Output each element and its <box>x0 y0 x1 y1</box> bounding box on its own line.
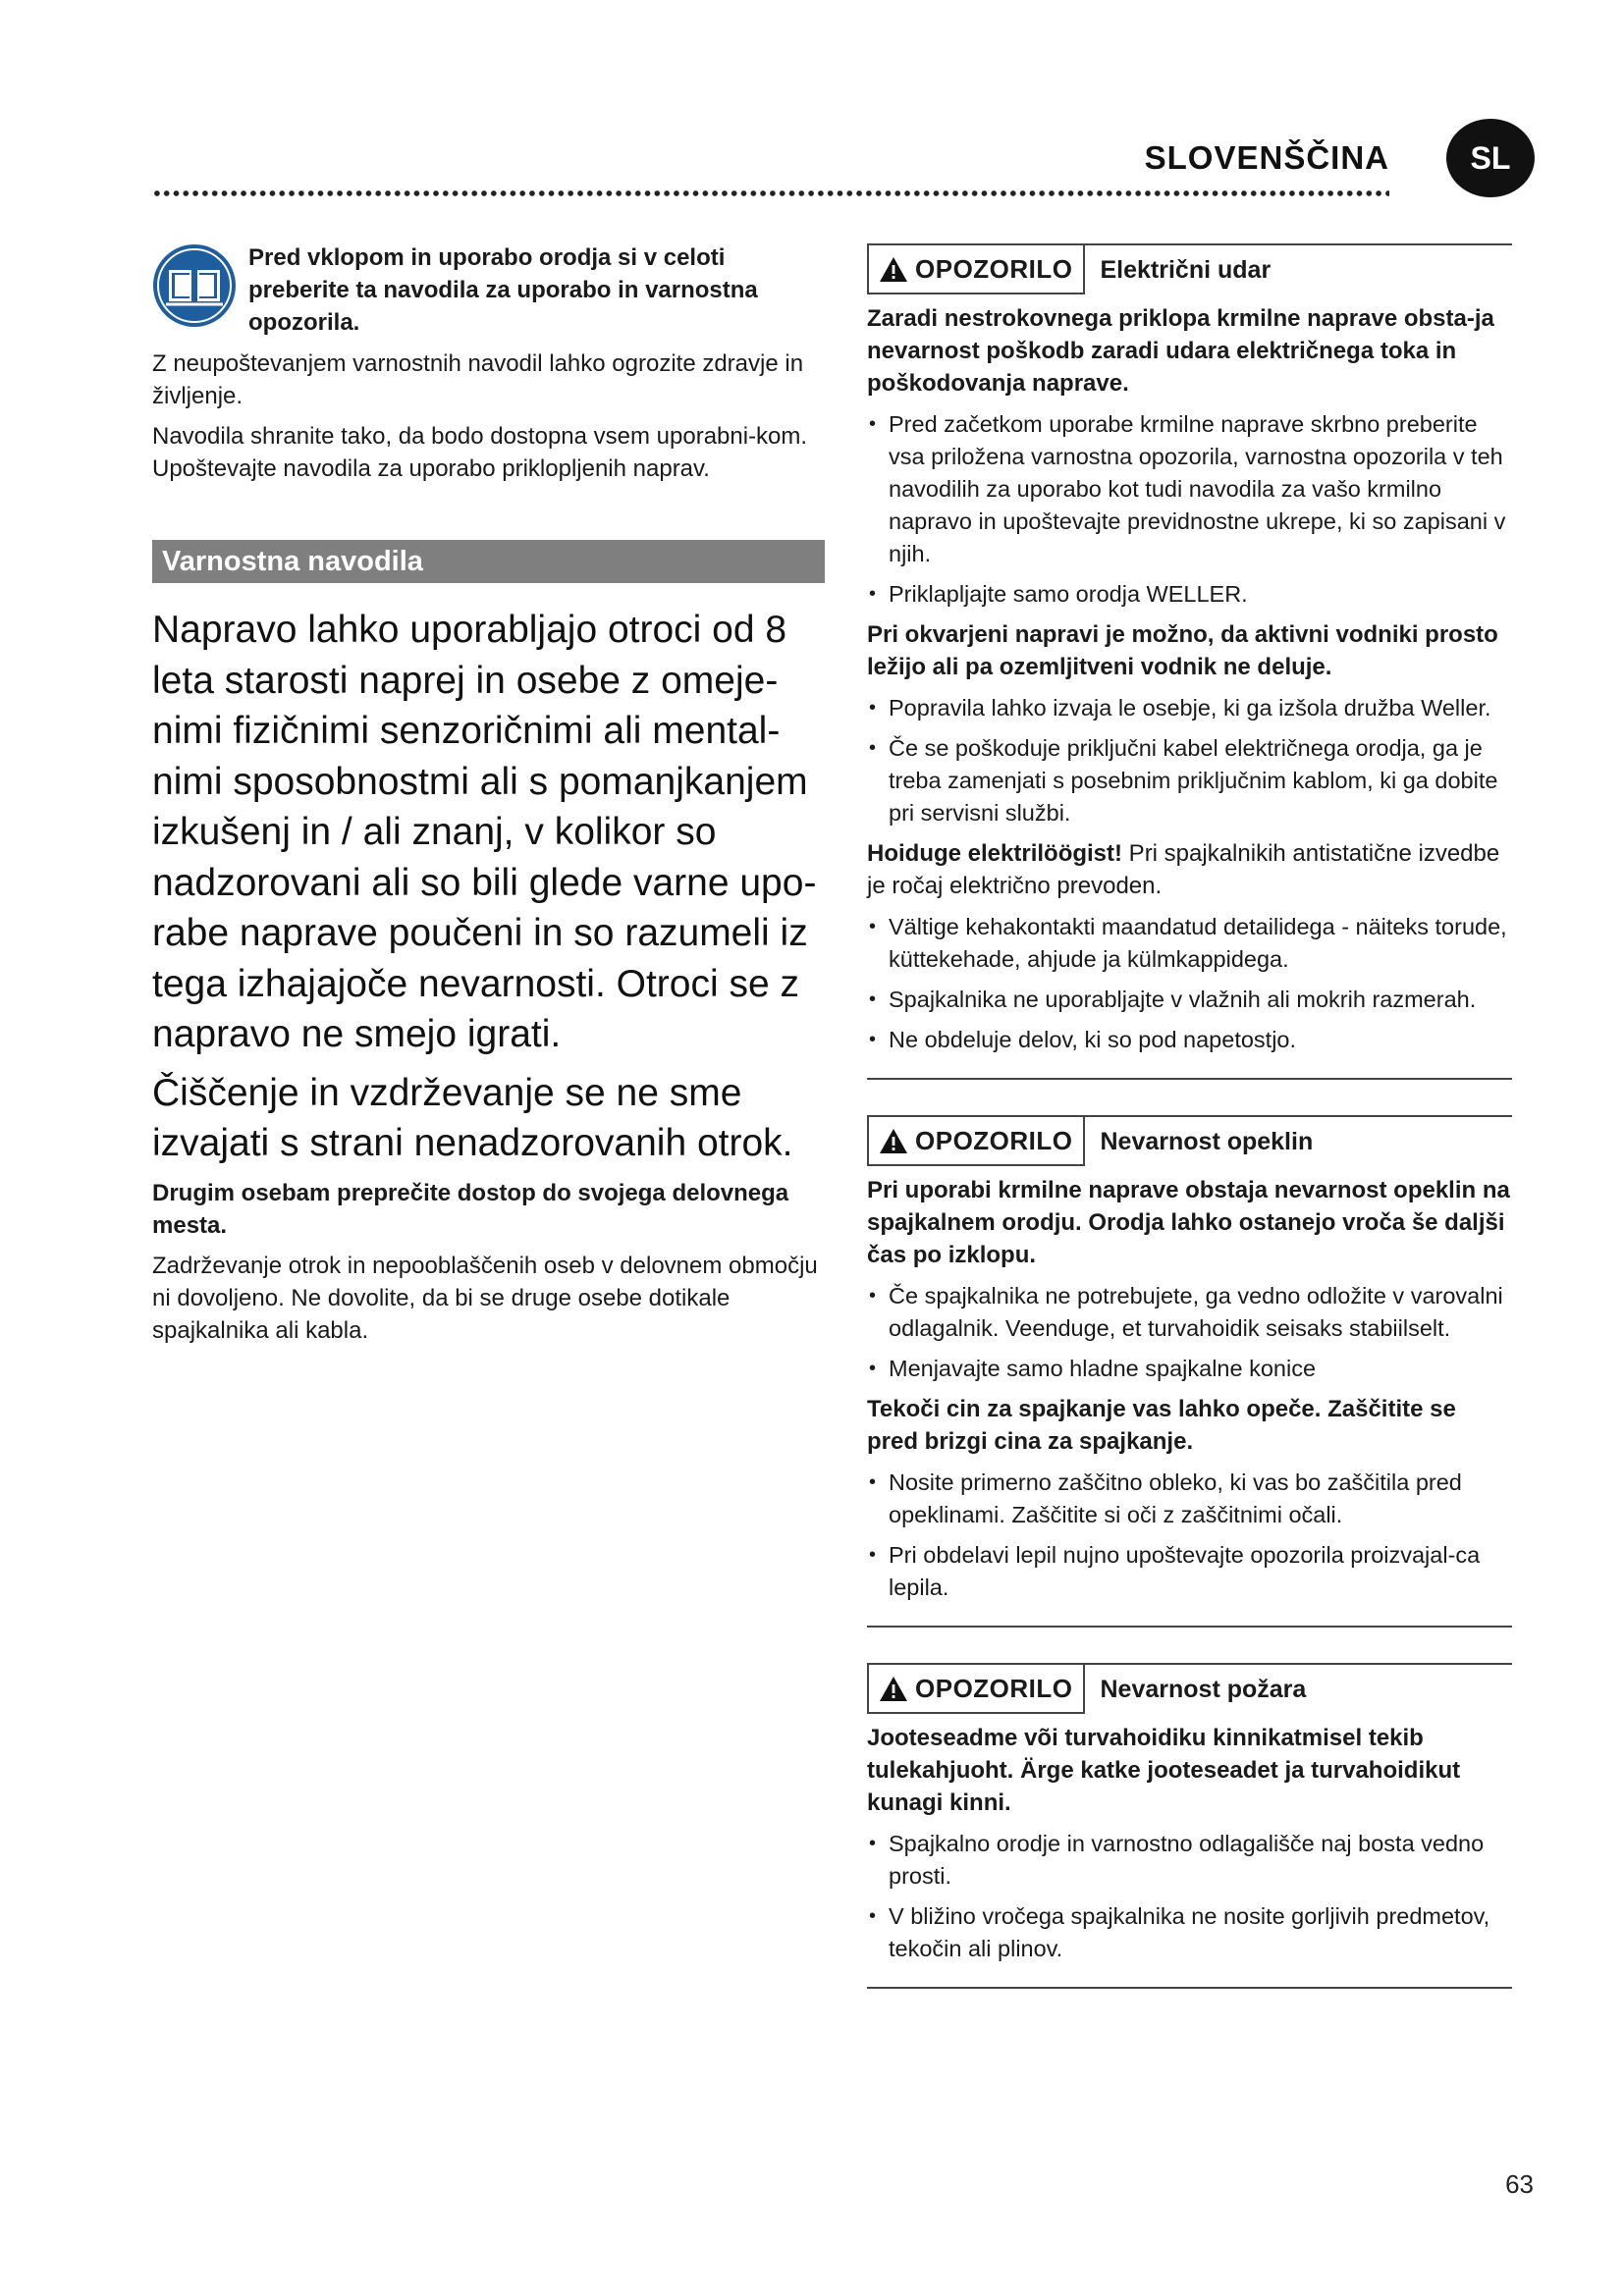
warning-title: Električni udar <box>1100 255 1272 284</box>
list-item: • Pri obdelavi lepil nujno upoštevajte opozorila proizvajal-ca lepila. <box>867 1539 1512 1604</box>
warning-electric-shock <box>867 243 1512 1080</box>
dotted-divider <box>152 189 1389 197</box>
intro-block <box>152 241 825 342</box>
intro-paragraph-2: Navodila shranite tako, da bodo dostopna vsem uporabni-kom. Upoštevajte navodila za uporabo priklopljenih naprav. <box>152 423 808 482</box>
warning-list <box>867 911 1512 1056</box>
warning-burns <box>867 1115 1512 1628</box>
warning-tag-label: OPOZORILO <box>915 253 1073 284</box>
warning-tag-label: OPOZORILO <box>915 1673 1073 1703</box>
list-item: • Če spajkalnika ne potrebujete, ga vedno odložite v varovalni odlagalnik. Veenduge, et turvahoidik seisaks stabiilselt. <box>867 1280 1512 1345</box>
list-item: • Pred začetkom uporabe krmilne naprave skrbno preberite vsa priložena varnostna opozorila, varnostna opozorila v teh navodilih za uporabo kot tudi navodila za vašo krmilno napravo in upoštevajte previdnostne ukrepe, ki so zapisani v njih. <box>867 408 1512 570</box>
right-column <box>867 243 1512 2024</box>
list-item: • Popravila lahko izvaja le osebje, ki ga izšola družba Weller. <box>867 692 1512 724</box>
warning-list <box>867 1280 1512 1385</box>
warning-list <box>867 408 1512 611</box>
warning-bold-text: Pri uporabi krmilne naprave obstaja nevarnost opeklin na spajkalnem orodju. Orodja lahko ostanejo vroča še daljši čas po izklopu. <box>867 1177 1510 1268</box>
warning-header <box>867 245 1512 294</box>
intro-warning-text: Pred vklopom in uporabo orodja si v celoti preberite ta navodila za uporabo in varnostna opozorila. <box>248 244 758 336</box>
warning-tag-label: OPOZORILO <box>915 1125 1073 1155</box>
antistatic-paragraph <box>867 837 1512 902</box>
list-item: • Spajkalno orodje in varnostno odlagališče naj bosta vedno prosti. <box>867 1828 1512 1893</box>
list-item: • Priklapljajte samo orodja WELLER. <box>867 578 1512 611</box>
workplace-access-text: Drugim osebam preprečite dostop do svojega delovnega mesta. <box>152 1179 789 1239</box>
warning-list <box>867 1467 1512 1604</box>
warning-triangle-icon <box>879 1128 908 1154</box>
warning-tag <box>867 1117 1085 1166</box>
warning-triangle-icon <box>879 256 908 283</box>
children-usage-text: Napravo lahko uporabljajo otroci od 8 leta starosti naprej in osebe z omeje-nimi fizičnimi senzoričnimi ali mental-nimi sposobnostmi ali s pomanjkanjem izkušenj in / ali znanj, v kolikor so nadzorovani ali so bili glede varne upo-rabe naprave poučeni in so razumeli iz tega izhajajoče nevarnosti. Otroci se z napravo ne smejo igrati. <box>152 609 817 1055</box>
warning-title: Nevarnost požara <box>1100 1675 1307 1703</box>
list-item: • Če se poškoduje priključni kabel električnega orodja, ga je treba zamenjati s posebnim priključnim kablom, ki ga dobite pri servisni službi. <box>867 732 1512 829</box>
warning-tag <box>867 245 1085 294</box>
warning-tag <box>867 1665 1085 1714</box>
warning-title: Nevarnost opeklin <box>1100 1127 1314 1155</box>
left-column <box>152 241 825 1347</box>
warning-bold-text: Jooteseadme või turvahoidiku kinnikatmisel tekib tulekahjuoht. Ärge katke jooteseadet ja turvahoidikut kunagi kinni. <box>867 1725 1461 1816</box>
warning-header <box>867 1665 1512 1714</box>
read-manual-icon <box>152 243 237 328</box>
list-item: • Spajkalnika ne uporabljajte v vlažnih ali mokrih razmerah. <box>867 984 1512 1016</box>
antistatic-text: Pri spajkalnikih antistatične izvedbe je ročaj električno prevoden. <box>867 840 1500 899</box>
warning-bold-text: Zaradi nestrokovnega priklopa krmilne naprave obsta-ja nevarnost poškodb zaradi udara električnega toka in poškodovanja naprave. <box>867 305 1494 397</box>
cleaning-text: Čiščenje in vzdrževanje se ne sme izvajati s strani nenadzorovanih otrok. <box>152 1071 793 1164</box>
antistatic-bold: Hoiduge elektrilöögist! <box>867 840 1123 867</box>
warning-list <box>867 692 1512 829</box>
workplace-paragraph: Zadrževanje otrok in nepooblaščenih oseb v delovnem območju ni dovoljeno. Ne dovolite, da bi se druge osebe dotikale spajkalnika ali kabla. <box>152 1252 818 1344</box>
warning-fire <box>867 1663 1512 1989</box>
page-number: 63 <box>1505 2169 1534 2199</box>
warning-header <box>867 1117 1512 1166</box>
language-badge: SL <box>1446 119 1535 197</box>
warning-bold-text: Tekoči cin za spajkanje vas lahko opeče. Zaščitite se pred brizgi cina za spajkanje. <box>867 1396 1456 1455</box>
section-heading: Varnostna navodila <box>152 540 825 583</box>
list-item: • Nosite primerno zaščitno obleko, ki vas bo zaščitila pred opeklinami. Zaščitite si oči z zaščitnimi očali. <box>867 1467 1512 1531</box>
list-item: • Vältige kehakontakti maandatud detailidega - näiteks torude, küttekehade, ahjude ja külmkappidega. <box>867 911 1512 976</box>
warning-bold-text: Pri okvarjeni napravi je možno, da aktivni vodniki prosto ležijo ali pa ozemljitveni vodnik ne deluje. <box>867 621 1498 680</box>
language-heading: SLOVENŠČINA <box>1144 139 1389 176</box>
list-item: • V bližino vročega spajkalnika ne nosite gorljivih predmetov, tekočin ali plinov. <box>867 1900 1512 1965</box>
list-item: • Menjavajte samo hladne spajkalne konice <box>867 1353 1512 1385</box>
list-item: • Ne obdeluje delov, ki so pod napetostjo. <box>867 1024 1512 1056</box>
warning-triangle-icon <box>879 1676 908 1702</box>
intro-paragraph-1: Z neupoštevanjem varnostnih navodil lahko ogrozite zdravje in življenje. <box>152 350 804 409</box>
warning-list <box>867 1828 1512 1965</box>
